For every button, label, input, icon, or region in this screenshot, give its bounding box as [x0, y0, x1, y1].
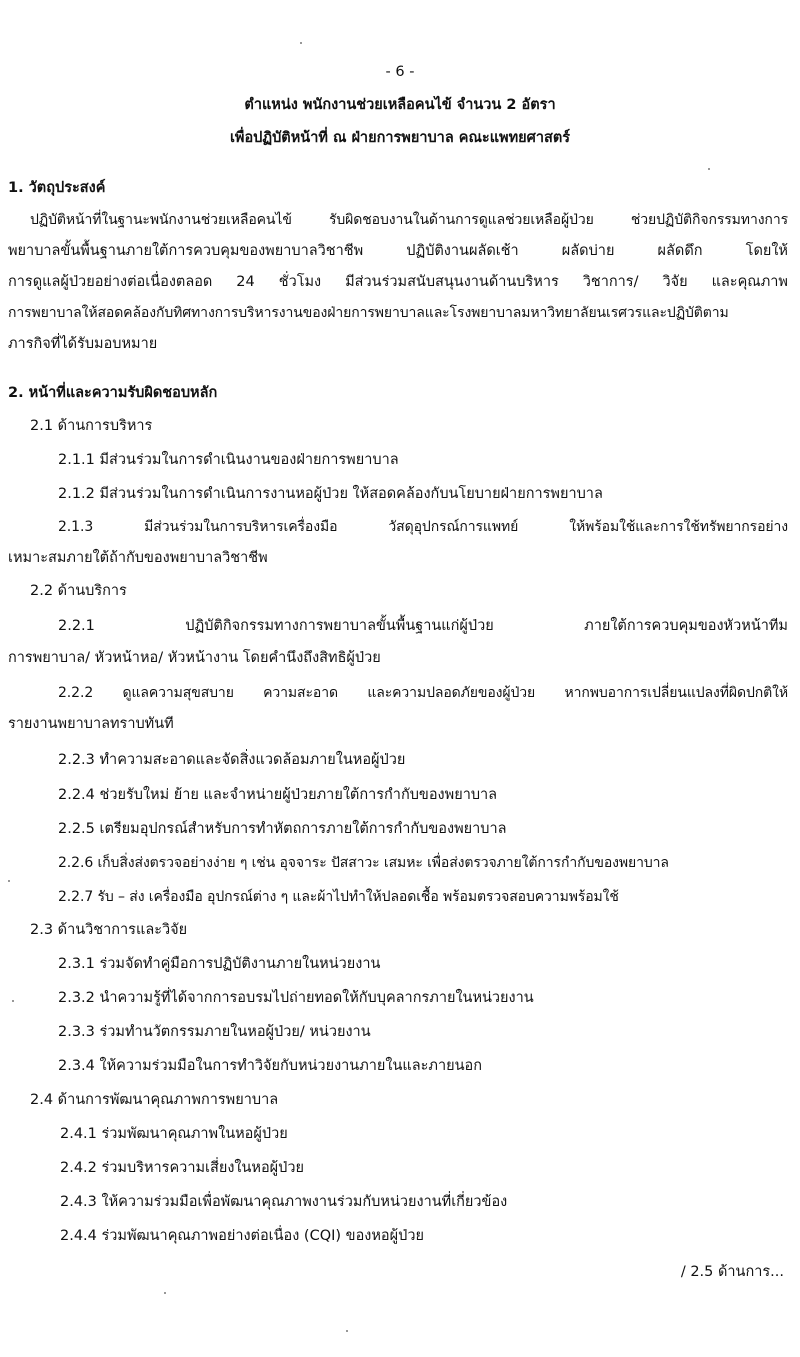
scan-speck: [12, 1000, 14, 1002]
scan-speck: [8, 880, 10, 882]
item-2-2-3: 2.2.3 ทำความสะอาดและจัดสิ่งแวดล้อมภายในหอผู้ป่วย: [58, 752, 406, 768]
document-title-line-1: ตำแหน่ง พนักงานช่วยเหลือคนไข้ จำนวน 2 อัตรา: [244, 97, 556, 113]
continuation-note: / 2.5 ด้านการ...: [680, 1264, 784, 1280]
item-2-2-4: 2.2.4 ช่วยรับใหม่ ย้าย และจำหน่ายผู้ป่วยภายใต้การกำกับของพยาบาล: [58, 787, 498, 803]
objective-line-3: การดูแลผู้ป่วยอย่างต่อเนื่องตลอด 24 ชั่วโมง มีส่วนร่วมสนับสนุนงานด้านบริหาร วิชาการ/ วิจัย และคุณภาพ: [8, 274, 788, 290]
section-2-4-title: 2.4 ด้านการพัฒนาคุณภาพการพยาบาล: [30, 1092, 279, 1108]
scan-speck: [164, 1292, 166, 1294]
section-2-3-title: 2.3 ด้านวิชาการและวิจัย: [30, 922, 188, 938]
item-2-2-2-line-1: 2.2.2 ดูแลความสุขสบาย ความสะอาด และความปลอดภัยของผู้ป่วย หากพบอาการเปลี่ยนแปลงที่ผิดปกติให้: [58, 685, 788, 701]
item-2-2-1-line-1: 2.2.1 ปฏิบัติกิจกรรมทางการพยาบาลขั้นพื้นฐานแก่ผู้ป่วย ภายใต้การควบคุมของหัวหน้าทีม: [58, 618, 788, 634]
objective-line-2: พยาบาลขั้นพื้นฐานภายใต้การควบคุมของพยาบาลวิชาชีพ ปฏิบัติงานผลัดเช้า ผลัดบ่าย ผลัดดึก โดยให้: [8, 243, 788, 259]
item-2-3-3: 2.3.3 ร่วมทำนวัตกรรมภายในหอผู้ป่วย/ หน่วยงาน: [58, 1024, 371, 1040]
item-2-4-1: 2.4.1 ร่วมพัฒนาคุณภาพในหอผู้ป่วย: [60, 1126, 288, 1142]
item-2-1-3-line-2: เหมาะสมภายใต้ถ้ากับของพยาบาลวิชาชีพ: [8, 550, 268, 566]
item-2-1-2: 2.1.2 มีส่วนร่วมในการดำเนินการงานหอผู้ป่วย ให้สอดคล้องกับนโยบายฝ่ายการพยาบาล: [58, 486, 603, 502]
item-2-2-2-line-2: รายงานพยาบาลทราบทันที: [8, 716, 174, 732]
item-2-1-1: 2.1.1 มีส่วนร่วมในการดำเนินงานของฝ่ายการพยาบาล: [58, 452, 399, 468]
item-2-4-2: 2.4.2 ร่วมบริหารความเสี่ยงในหอผู้ป่วย: [60, 1160, 304, 1176]
document-title-line-2: เพื่อปฏิบัติหน้าที่ ณ ฝ่ายการพยาบาล คณะแพทยศาสตร์: [229, 130, 571, 146]
item-2-1-3-line-1: 2.1.3 มีส่วนร่วมในการบริหารเครื่องมือ วัสดุอุปกรณ์การแพทย์ ให้พร้อมใช้และการใช้ทรัพยากรอย่าง: [58, 519, 788, 535]
item-2-4-3: 2.4.3 ให้ความร่วมมือเพื่อพัฒนาคุณภาพงานร่วมกับหน่วยงานที่เกี่ยวข้อง: [60, 1194, 508, 1210]
item-2-2-6: 2.2.6 เก็บสิ่งส่งตรวจอย่างง่าย ๆ เช่น อุจจาระ ปัสสาวะ เสมหะ เพื่อส่งตรวจภายใต้การกำกับของพยาบาล: [58, 855, 669, 871]
item-2-2-5: 2.2.5 เตรียมอุปกรณ์สำหรับการทำหัตถการภายใต้การกำกับของพยาบาล: [58, 821, 507, 837]
objective-heading: 1. วัตถุประสงค์: [8, 180, 106, 196]
objective-line-5: ภารกิจที่ได้รับมอบหมาย: [8, 336, 158, 352]
item-2-2-1-line-2: การพยาบาล/ หัวหน้าหอ/ หัวหน้างาน โดยคำนึงถึงสิทธิผู้ป่วย: [8, 650, 381, 666]
item-2-3-4: 2.3.4 ให้ความร่วมมือในการทำวิจัยกับหน่วยงานภายในและภายนอก: [58, 1058, 483, 1074]
item-2-4-4: 2.4.4 ร่วมพัฒนาคุณภาพอย่างต่อเนื่อง (CQI) ของหอผู้ป่วย: [60, 1228, 424, 1244]
objective-line-4: การพยาบาลให้สอดคล้องกับทิศทางการบริหารงานของฝ่ายการพยาบาลและโรงพยาบาลมหาวิทยาลัยนเรศวรและปฏิบัติตาม: [8, 305, 729, 321]
scan-speck: [346, 1330, 348, 1332]
scan-speck: [708, 168, 710, 170]
section-2-2-title: 2.2 ด้านบริการ: [30, 583, 127, 599]
section-2-1-title: 2.1 ด้านการบริหาร: [30, 418, 153, 434]
objective-line-1: ปฏิบัติหน้าที่ในฐานะพนักงานช่วยเหลือคนไข้ รับผิดชอบงานในด้านการดูแลช่วยเหลือผู้ป่วย ช่วยปฏิบัติกิจกรรมทางการ: [30, 212, 788, 228]
item-2-2-7: 2.2.7 รับ – ส่ง เครื่องมือ อุปกรณ์ต่าง ๆ และผ้าไปทำให้ปลอดเชื้อ พร้อมตรวจสอบความพร้อมใช้: [58, 889, 619, 905]
page-number: - 6 -: [385, 64, 415, 80]
duties-heading: 2. หน้าที่และความรับผิดชอบหลัก: [8, 385, 218, 401]
item-2-3-1: 2.3.1 ร่วมจัดทำคู่มือการปฏิบัติงานภายในหน่วยงาน: [58, 956, 381, 972]
scan-speck: [300, 42, 302, 44]
item-2-3-2: 2.3.2 นำความรู้ที่ได้จากการอบรมไปถ่ายทอดให้กับบุคลากรภายในหน่วยงาน: [58, 990, 534, 1006]
